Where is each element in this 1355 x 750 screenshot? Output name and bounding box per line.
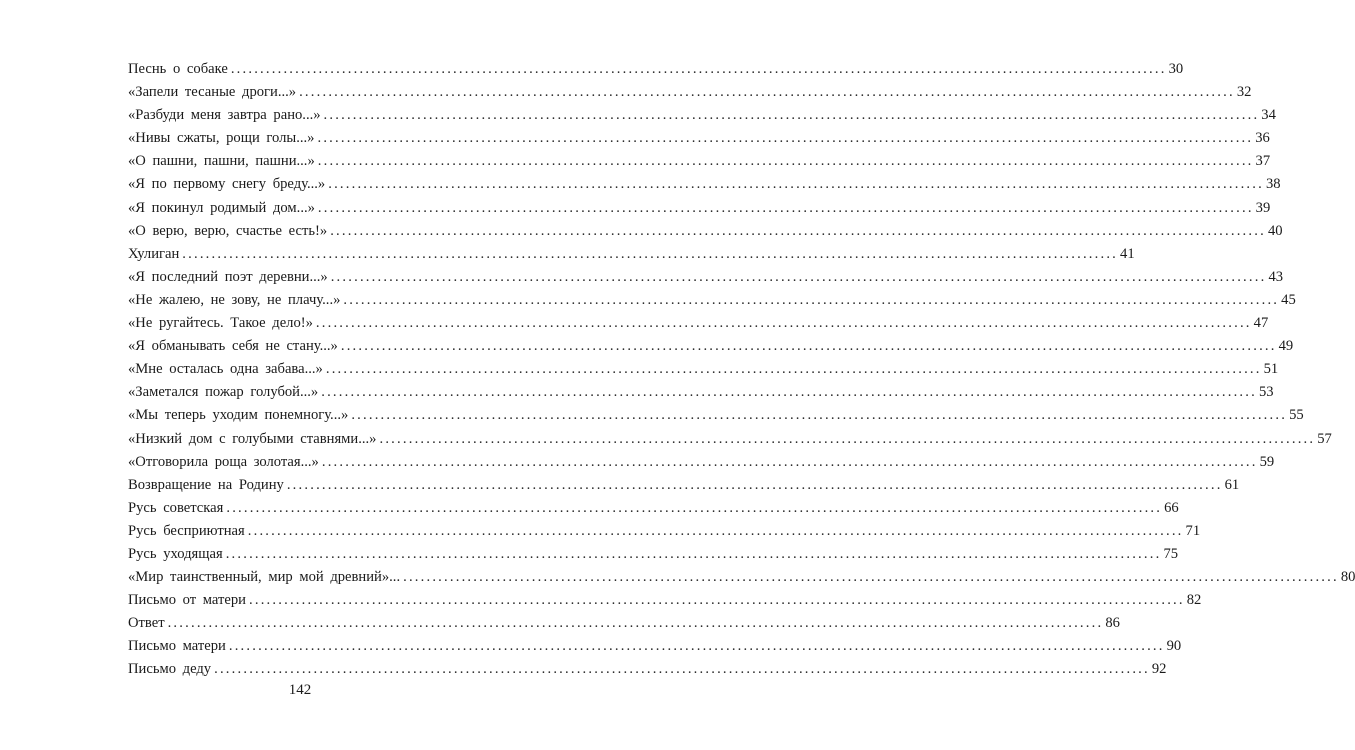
toc-entry-title: Письмо матери [128,638,226,655]
toc-entry-page: 66 [1164,499,1179,516]
toc-entry [128,474,1240,497]
toc-entry-title: Возвращение на Родину [128,476,284,493]
toc-entry [128,612,1120,635]
toc-entry-page: 41 [1120,245,1135,262]
toc-entry-page: 34 [1261,107,1276,124]
toc-entry-page: 49 [1278,338,1294,355]
toc-dot-leader: ................................................................................................................................................................ [317,199,1254,216]
toc-entry-page: 43 [1268,268,1284,285]
toc-entry [128,566,1355,589]
toc-entry-title: «Не жалею, не зову, не плачу...» [128,291,341,308]
toc-entry-page: 57 [1317,430,1332,447]
page-number: 142 [288,682,312,698]
toc-entry-page: 36 [1255,130,1270,147]
toc-entry-page: 37 [1255,153,1271,170]
toc-entry-page: 51 [1263,361,1279,378]
toc-entry-title: «Мы теперь уходим понемногу...» [128,407,349,424]
toc-dot-leader: ................................................................................................................................................................ [228,638,1165,655]
toc-entry [128,150,1271,173]
toc-entry-page: 39 [1255,199,1271,216]
toc-entry [128,635,1182,658]
toc-entry-page: 92 [1151,661,1167,678]
toc-entry-title: «Низкий дом с голубыми ставнями...» [128,430,377,447]
toc-dot-leader: ................................................................................................................................................................ [214,661,1150,678]
toc-entry [128,104,1276,127]
toc-dot-leader: ................................................................................................................................................................ [379,430,1316,447]
toc-entry-page: 90 [1166,638,1182,655]
toc-entry [128,589,1202,612]
toc-dot-leader: ................................................................................................................................................................ [226,499,1163,516]
toc-dot-leader: ................................................................................................................................................................ [321,453,1258,470]
toc-entry-title: «Нивы сжаты, рощи голы...» [128,130,315,147]
toc-dot-leader: ................................................................................................................................................................ [330,268,1267,285]
toc-entry [128,543,1179,566]
toc-entry-title: «Мир таинственный, мир мой древний»... [128,569,401,586]
toc-entry [128,428,1332,451]
toc-dot-leader: ................................................................................................................................................................ [249,592,1185,609]
toc-entry-page: 80 [1340,569,1355,586]
toc-entry-page: 45 [1281,291,1296,308]
toc-entry [128,404,1304,427]
toc-entry-title: «Заметался пожар голубой...» [128,384,319,401]
toc-entry [128,358,1279,381]
table-of-contents [128,58,1355,682]
toc-entry-title: Письмо от матери [128,592,246,609]
toc-entry [128,81,1252,104]
toc-dot-leader: ................................................................................................................................................................ [328,176,1264,193]
toc-entry-title: Хулиган [128,245,180,262]
toc-entry [128,58,1184,81]
toc-entry-title: «О верю, верю, счастье есть!» [128,222,328,239]
toc-entry [128,335,1294,358]
toc-entry-title: «Не ругайтесь. Такое дело!» [128,315,313,332]
toc-dot-leader: ................................................................................................................................................................ [351,407,1288,424]
toc-dot-leader: ................................................................................................................................................................ [299,84,1235,101]
toc-entry-title: Песнь о собаке [128,61,228,77]
toc-entry [128,289,1296,312]
toc-entry-title: Ответ [128,615,165,632]
toc-entry [128,451,1275,474]
toc-dot-leader: ................................................................................................................................................................ [321,384,1257,401]
toc-dot-leader: ................................................................................................................................................................ [317,130,1254,147]
toc-dot-leader: ................................................................................................................................................................ [167,615,1104,632]
toc-entry-page: 61 [1224,476,1240,493]
toc-entry-title: «Отговорила роща золотая...» [128,453,319,470]
toc-entry-title: Письмо деду [128,661,212,678]
toc-dot-leader: ................................................................................................................................................................ [230,61,1167,77]
toc-entry-title: «Я по первому снегу бреду...» [128,176,326,193]
toc-entry-title: «Мне осталась одна забава...» [128,361,323,378]
toc-entry-page: 30 [1168,61,1184,77]
toc-entry-title: Русь уходящая [128,545,223,562]
toc-entry-page: 32 [1236,84,1252,101]
toc-entry-page: 47 [1253,315,1269,332]
toc-entry-page: 38 [1265,176,1281,193]
toc-entry-page: 40 [1267,222,1283,239]
toc-dot-leader: ................................................................................................................................................................ [247,522,1184,539]
toc-dot-leader: ................................................................................................................................................................ [325,361,1262,378]
toc-entry-page: 86 [1105,615,1120,632]
toc-dot-leader: ................................................................................................................................................................ [343,291,1280,308]
toc-entry-title: «О пашни, пашни, пашни...» [128,153,315,170]
toc-entry [128,197,1271,220]
toc-dot-leader: ................................................................................................................................................................ [225,545,1162,562]
toc-entry [128,381,1274,404]
toc-entry [128,312,1269,335]
toc-entry [128,243,1135,266]
toc-dot-leader: ................................................................................................................................................................ [182,245,1119,262]
toc-entry-page: 71 [1185,522,1201,539]
toc-dot-leader: ................................................................................................................................................................ [340,338,1277,355]
toc-dot-leader: ................................................................................................................................................................ [315,315,1252,332]
toc-entry [128,127,1270,150]
toc-entry-title: «Разбуди меня завтра рано...» [128,107,321,124]
toc-entry [128,658,1167,681]
toc-entry [128,173,1281,196]
toc-entry-page: 82 [1186,592,1202,609]
toc-entry-title: «Я последний поэт деревни...» [128,268,328,285]
toc-entry [128,520,1201,543]
toc-entry-page: 55 [1289,407,1304,424]
toc-dot-leader: ................................................................................................................................................................ [330,222,1266,239]
toc-entry-page: 75 [1163,545,1179,562]
toc-entry [128,220,1283,243]
toc-dot-leader: ................................................................................................................................................................ [286,476,1223,493]
toc-entry-title: «Запели тесаные дроги...» [128,84,297,101]
toc-dot-leader: ................................................................................................................................................................ [323,107,1260,124]
toc-entry [128,497,1179,520]
toc-entry-page: 59 [1259,453,1275,470]
toc-entry-title: Русь советская [128,499,224,516]
toc-entry-page: 53 [1258,384,1274,401]
toc-dot-leader: ................................................................................................................................................................ [317,153,1254,170]
toc-entry-title: «Я обманывать себя не стану...» [128,338,338,355]
toc-entry-title: Русь бесприютная [128,522,245,539]
toc-dot-leader: ................................................................................................................................................................ [403,569,1339,586]
toc-entry-title: «Я покинул родимый дом...» [128,199,315,216]
toc-entry [128,266,1284,289]
